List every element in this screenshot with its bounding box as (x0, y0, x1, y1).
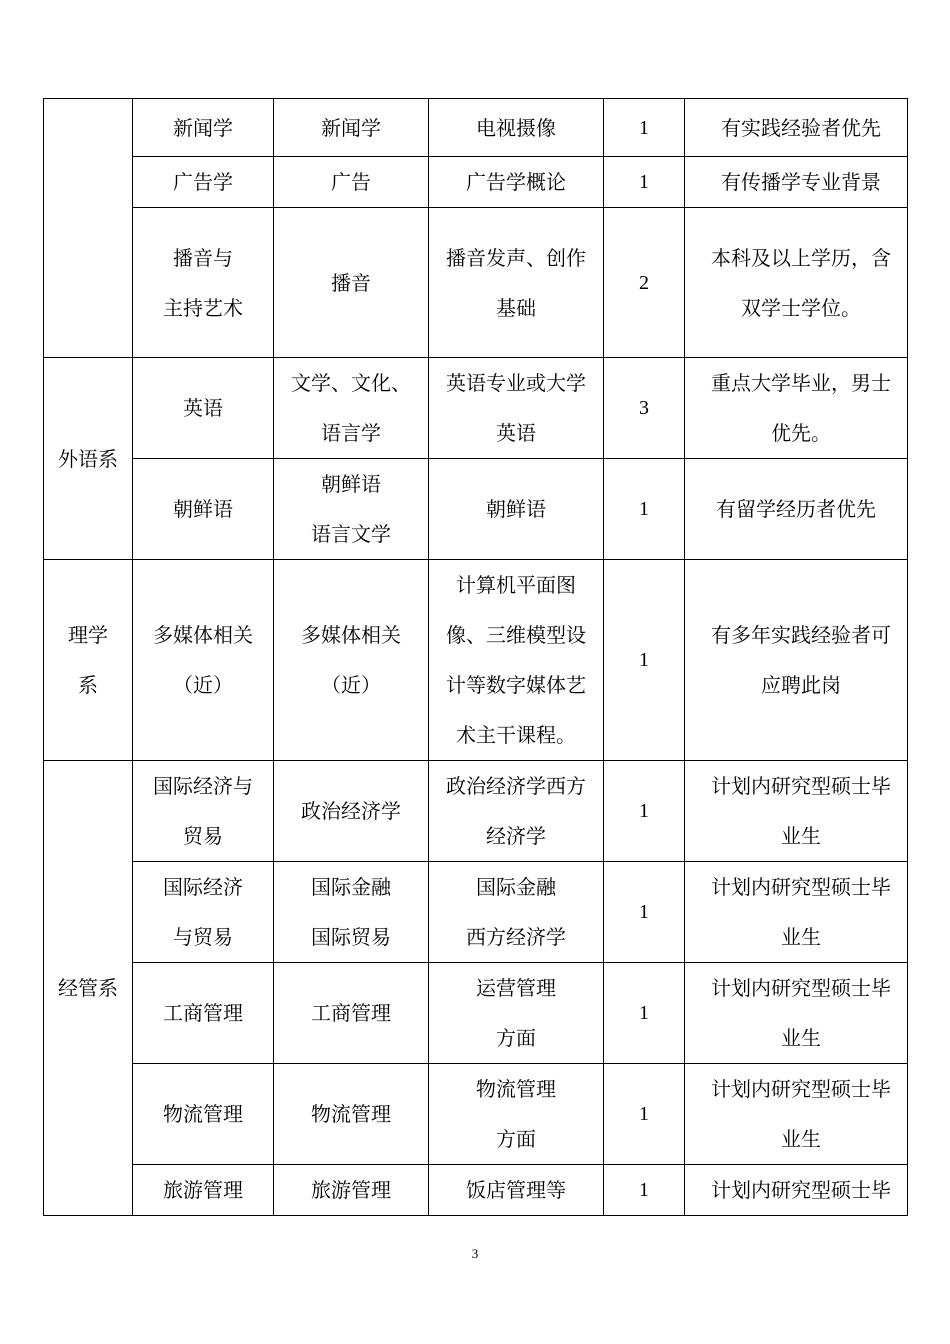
cell-line: 方面 (496, 1127, 536, 1151)
course-cell (429, 862, 604, 963)
cell-line: 双学士学位。 (741, 295, 861, 320)
cell-line: 播音发声、创作 (446, 245, 586, 270)
cell-line: 贸易 (183, 824, 223, 848)
course-cell (429, 208, 604, 358)
cell-line: 多媒体相关 (153, 623, 253, 647)
cell-line: （近） (321, 673, 381, 697)
major-cell: 广告学 (133, 157, 274, 208)
major-cell: 英语 (133, 358, 274, 459)
cell-line: 业生 (781, 1127, 821, 1151)
count-cell: 3 (604, 358, 685, 459)
major-cell: 朝鲜语 (133, 459, 274, 560)
cell-line: 播音与 (173, 245, 233, 270)
specialty-cell: 政治经济学 (274, 761, 429, 862)
count-cell: 1 (604, 761, 685, 862)
cell-line: 多媒体相关 (301, 623, 401, 647)
recruitment-table (43, 98, 908, 1216)
table-row (44, 459, 908, 560)
specialty-cell (274, 459, 429, 560)
note-cell (685, 761, 908, 862)
table-row (44, 358, 908, 459)
table-row (44, 761, 908, 862)
cell-line: 计划内研究型硕士毕 (711, 875, 891, 899)
major-cell: 新闻学 (133, 99, 274, 157)
cell-line: 重点大学毕业，男士 (711, 371, 891, 395)
dept-cell-science (44, 560, 133, 761)
dept-cell-foreign-languages: 外语系 (44, 358, 133, 560)
course-cell: 朝鲜语 (429, 459, 604, 560)
note-cell (685, 963, 908, 1064)
major-cell: 旅游管理 (133, 1165, 274, 1216)
course-cell (429, 1064, 604, 1165)
major-cell (133, 208, 274, 358)
cell-line: 方面 (496, 1026, 536, 1050)
specialty-cell: 播音 (274, 208, 429, 358)
course-cell (429, 358, 604, 459)
note-cell: 有实践经验者优先 (685, 99, 908, 157)
note-cell: 计划内研究型硕士毕 (685, 1165, 908, 1216)
count-cell: 1 (604, 963, 685, 1064)
cell-line: 朝鲜语 (321, 472, 381, 496)
table-row (44, 963, 908, 1064)
table-row (44, 99, 908, 157)
specialty-cell: 广告 (274, 157, 429, 208)
course-cell (429, 560, 604, 761)
table-row (44, 1165, 908, 1216)
cell-line: 英语专业或大学 (446, 371, 586, 395)
cell-line: 计划内研究型硕士毕 (711, 1077, 891, 1101)
cell-line: 国际经济 (163, 875, 243, 899)
cell-line: 语言学 (321, 421, 381, 445)
count-cell: 1 (604, 1165, 685, 1216)
note-cell: 有传播学专业背景 (685, 157, 908, 208)
course-cell: 电视摄像 (429, 99, 604, 157)
cell-line: 业生 (781, 824, 821, 848)
count-cell: 1 (604, 560, 685, 761)
specialty-cell: 工商管理 (274, 963, 429, 1064)
cell-line: 英语 (496, 421, 536, 445)
major-cell (133, 761, 274, 862)
course-cell (429, 963, 604, 1064)
cell-line: 西方经济学 (466, 925, 566, 949)
cell-line: 本科及以上学历，含 (711, 245, 891, 270)
course-cell: 饭店管理等 (429, 1165, 604, 1216)
table-row (44, 1064, 908, 1165)
note-cell (685, 208, 908, 358)
major-cell (133, 862, 274, 963)
count-cell: 1 (604, 862, 685, 963)
cell-line: 基础 (496, 295, 536, 320)
cell-line: 国际金融 (311, 875, 391, 899)
major-cell (133, 560, 274, 761)
note-cell (685, 862, 908, 963)
page-number: 3 (471, 1246, 479, 1261)
count-cell: 1 (604, 1064, 685, 1165)
cell-line: 计划内研究型硕士毕 (711, 774, 891, 798)
cell-line: 像、三维模型设 (446, 623, 586, 647)
cell-line: 优先。 (771, 421, 831, 445)
note-cell (685, 560, 908, 761)
cell-line: 业生 (781, 925, 821, 949)
table-row (44, 862, 908, 963)
cell-line: 术主干课程。 (456, 723, 576, 747)
cell-line: （近） (173, 673, 233, 697)
cell-line: 运营管理 (476, 976, 556, 1000)
table-row (44, 208, 908, 358)
cell-line: 业生 (781, 1026, 821, 1050)
table-row (44, 560, 908, 761)
specialty-cell: 新闻学 (274, 99, 429, 157)
cell-line: 有多年实践经验者可 (711, 623, 891, 647)
cell-line: 国际贸易 (311, 925, 391, 949)
count-cell: 2 (604, 208, 685, 358)
specialty-cell (274, 358, 429, 459)
cell-line: 物流管理 (476, 1077, 556, 1101)
count-cell: 1 (604, 459, 685, 560)
cell-line: 系 (78, 673, 98, 697)
cell-line: 文学、文化、 (291, 371, 411, 395)
cell-line: 国际金融 (476, 875, 556, 899)
specialty-cell: 旅游管理 (274, 1165, 429, 1216)
cell-line: 经济学 (486, 824, 546, 848)
note-cell (685, 1064, 908, 1165)
cell-line: 应聘此岗 (761, 673, 841, 697)
dept-cell-economics-management: 经管系 (44, 761, 133, 1216)
course-cell: 广告学概论 (429, 157, 604, 208)
note-cell (685, 358, 908, 459)
cell-line: 计等数字媒体艺 (446, 673, 586, 697)
cell-line: 国际经济与 (153, 774, 253, 798)
table-row (44, 157, 908, 208)
course-cell (429, 761, 604, 862)
cell-line: 语言文学 (311, 522, 391, 546)
major-cell: 工商管理 (133, 963, 274, 1064)
cell-line: 政治经济学西方 (446, 774, 586, 798)
cell-line: 计算机平面图 (456, 573, 576, 597)
cell-line: 理学 (68, 623, 108, 647)
cell-line: 与贸易 (173, 925, 233, 949)
cell-line: 主持艺术 (163, 295, 243, 320)
specialty-cell: 物流管理 (274, 1064, 429, 1165)
count-cell: 1 (604, 157, 685, 208)
specialty-cell (274, 862, 429, 963)
dept-cell-journalism (44, 99, 133, 358)
cell-line: 计划内研究型硕士毕 (711, 976, 891, 1000)
specialty-cell (274, 560, 429, 761)
note-cell: 有留学经历者优先 (685, 459, 908, 560)
count-cell: 1 (604, 99, 685, 157)
major-cell: 物流管理 (133, 1064, 274, 1165)
